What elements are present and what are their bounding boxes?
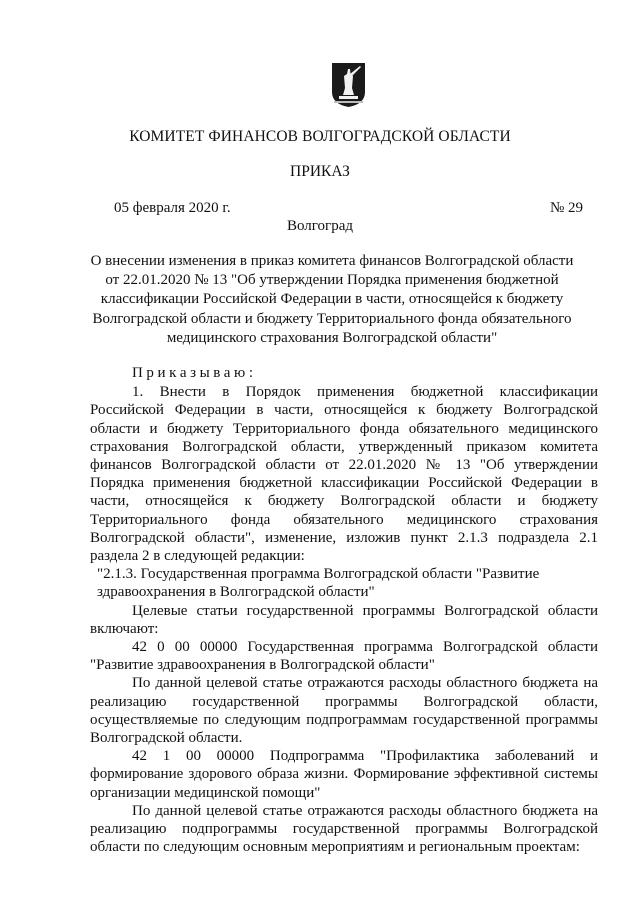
document-type: ПРИКАЗ [290, 163, 350, 180]
document-body [90, 364, 598, 856]
document-subject: О внесении изменения в приказ комитета финансов Волгоградской области от 22.01.2020 № 13 "Об утверждении Порядка применения бюджетной классификации Российской Федерации в части, относящейся к бюджету Волгоградской области и бюджету Территориального фонда обязательного медицинского страхования Волгоградской области" [90, 253, 574, 346]
volgograd-coat-of-arms-icon [331, 62, 366, 108]
paragraph-6: По данной целевой статье отражаются расходы областного бюджета на реализацию подпрограммы государственной программы Волгоградской области по следующим основным мероприятиям и региональным проектам: [90, 802, 598, 856]
paragraph-5: 42 1 00 00000 Подпрограмма "Профилактика заболеваний и формирование здорового образа жизни. Формирование эффективной системы организации медицинской помощи" [90, 748, 598, 801]
paragraph-3: 42 0 00 00000 Государственная программа Волгоградской области "Развитие здравоохранения в Волгоградской области" [90, 639, 598, 674]
paragraph-2: Целевые статьи государственной программы Волгоградской области включают: [90, 602, 598, 637]
document-number: № 29 [550, 200, 584, 216]
organization-title: КОМИТЕТ ФИНАНСОВ ВОЛГОГРАДСКОЙ ОБЛАСТИ [129, 128, 511, 145]
section-heading-2-1-3: "2.1.3. Государственная программа Волгоградской области "Развитие здравоохранения в Волгоградской области" [97, 566, 540, 601]
paragraph-4: По данной целевой статье отражаются расходы областного бюджета на реализацию государственной программы Волгоградской области, осуществляемые по следующим подпрограммам государственной программы Волгоградской области. [90, 675, 598, 747]
order-word: Приказываю: [132, 365, 257, 381]
paragraph-1: 1. Внести в Порядок применения бюджетной классификации Российской Федерации в части, относящейся к бюджету Волгоградской области и бюджету Территориального фонда обязательного медицинского страхования Волгоградской области, утвержденный приказом комитета финансов Волгоградской области от 22.01.2020 № 13 "Об утверждении Порядка применения бюджетной классификации Российской Федерации в части, относящейся к бюджету Волгоградской области и бюджету Территориального фонда обязательного медицинского страхования Волгоградской области", изменение, изложив пункт 2.1.3 подраздела 2.1 раздела 2 в следующей редакции: [90, 384, 598, 565]
document-city: Волгоград [286, 218, 353, 234]
document-date: 05 февраля 2020 г. [114, 200, 231, 216]
